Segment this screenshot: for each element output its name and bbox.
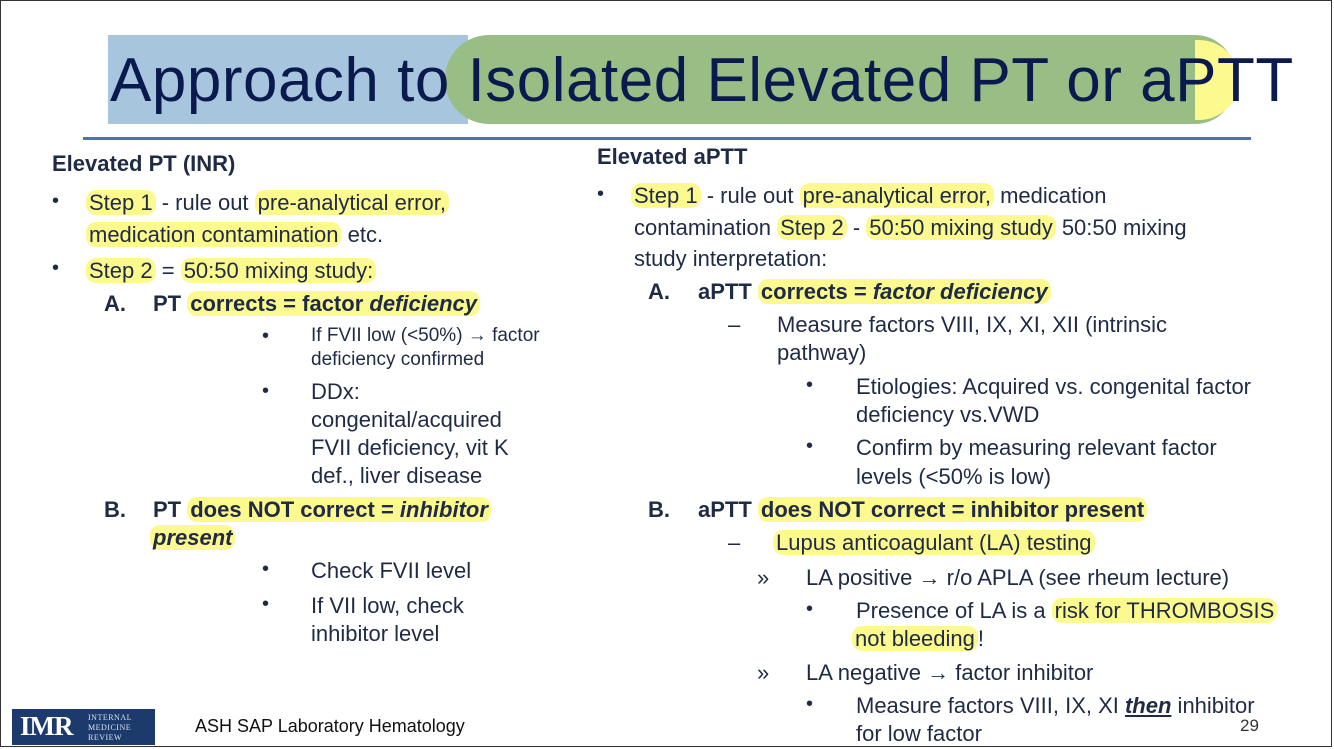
right-la-neg-item-l1 bbox=[856, 692, 1255, 720]
bullet-icon: • bbox=[806, 693, 814, 715]
left-heading: Elevated PT (INR) bbox=[52, 151, 236, 176]
text: corrects = bbox=[760, 279, 873, 304]
dash-marker: – bbox=[728, 530, 741, 555]
left-A-item2-l4: def., liver disease bbox=[311, 463, 483, 488]
highlight-step1: Step 1 bbox=[631, 183, 701, 208]
highlight-thrombosis: risk for THROMBOSIS bbox=[1052, 598, 1278, 623]
right-heading: Elevated aPTT bbox=[597, 144, 748, 169]
right-A-item2-l1: Confirm by measuring relevant factor bbox=[856, 435, 1217, 460]
right-A-item1-l2: deficiency vs.VWD bbox=[856, 402, 1040, 427]
slide-title: Approach to Isolated Elevated PT or aPTT bbox=[110, 46, 1294, 115]
text: then bbox=[1124, 693, 1172, 718]
text: inhibitor bbox=[399, 497, 488, 522]
dash-marker: – bbox=[728, 312, 741, 337]
logo-text bbox=[88, 713, 132, 743]
left-B-text-l2 bbox=[150, 524, 235, 552]
highlight-not-correct bbox=[187, 497, 491, 522]
left-step1-line1 bbox=[86, 189, 449, 217]
left-A-item1-l2: deficiency confirmed bbox=[311, 349, 485, 370]
bullet-icon: • bbox=[806, 598, 814, 620]
text: 50:50 mixing bbox=[1055, 215, 1187, 240]
text: Presence of LA is a bbox=[856, 598, 1052, 623]
chevron-marker: » bbox=[757, 660, 770, 685]
right-step1-line3: study interpretation: bbox=[634, 246, 828, 271]
left-A-text bbox=[153, 290, 480, 318]
bullet-icon: • bbox=[806, 374, 814, 396]
right-step1-line1 bbox=[631, 182, 1106, 210]
footer-text: ASH SAP Laboratory Hematology bbox=[195, 716, 465, 736]
bullet-icon: • bbox=[52, 257, 60, 279]
text: - rule out bbox=[700, 183, 800, 208]
text: = bbox=[155, 258, 181, 283]
right-A-marker: A. bbox=[648, 279, 670, 304]
bullet-icon: • bbox=[262, 593, 270, 615]
right-B-marker: B. bbox=[648, 497, 670, 522]
right-A-item1-l1: Etiologies: Acquired vs. congenital factor bbox=[856, 374, 1252, 399]
title-underline bbox=[83, 137, 1251, 140]
highlight-mixing: 50:50 mixing study: bbox=[181, 258, 377, 283]
right-A-dash-l2: pathway) bbox=[777, 340, 867, 365]
text: ! bbox=[977, 626, 985, 651]
highlight-mixing: 50:50 mixing study bbox=[866, 215, 1055, 240]
highlight-present: present bbox=[150, 525, 235, 550]
page-number: 29 bbox=[1240, 716, 1259, 735]
text: PT bbox=[153, 497, 188, 522]
right-la-positive: LA positive → r/o APLA (see rheum lecture) bbox=[806, 565, 1230, 590]
logo-line: INTERNAL bbox=[88, 713, 132, 722]
text: etc. bbox=[341, 222, 384, 247]
text: medication bbox=[993, 183, 1107, 208]
text: PT bbox=[153, 291, 188, 316]
imr-logo bbox=[12, 709, 155, 745]
right-la-negative: LA negative → factor inhibitor bbox=[806, 660, 1094, 685]
text: inhibitor bbox=[1171, 693, 1255, 718]
text: aPTT bbox=[698, 497, 758, 522]
bullet-icon: • bbox=[52, 190, 60, 212]
text: Measure factors VIII, IX, XI bbox=[856, 693, 1125, 718]
bullet-icon: • bbox=[597, 183, 605, 205]
left-B-text-l1 bbox=[153, 496, 491, 524]
left-A-marker: A. bbox=[104, 291, 126, 316]
highlight-step2: Step 2 bbox=[777, 215, 847, 240]
left-step2 bbox=[86, 257, 376, 285]
right-la-pos-item-l1 bbox=[856, 597, 1277, 625]
text: corrects = factor bbox=[190, 291, 370, 316]
left-B-marker: B. bbox=[104, 497, 126, 522]
text: - bbox=[846, 215, 867, 240]
highlight-not-correct: does NOT correct = inhibitor present bbox=[758, 497, 1147, 522]
left-A-item2-l3: FVII deficiency, vit K bbox=[311, 435, 509, 460]
text: contamination bbox=[634, 215, 778, 240]
right-B-dash bbox=[773, 529, 1095, 557]
logo-line: REVIEW bbox=[88, 733, 123, 742]
text: aPTT bbox=[698, 279, 758, 304]
highlight-step1: Step 1 bbox=[86, 190, 156, 215]
bullet-icon: • bbox=[806, 435, 814, 457]
highlight-not-bleeding: not bleeding bbox=[852, 626, 978, 651]
left-A-item2-l1: DDx: bbox=[311, 379, 360, 404]
left-B-item2-l2: inhibitor level bbox=[311, 621, 440, 646]
right-la-neg-item-l2: for low factor bbox=[856, 721, 982, 746]
left-A-item2-l2: congenital/acquired bbox=[311, 407, 502, 432]
right-A-dash-l1: Measure factors VIII, IX, XI, XII (intrinsic bbox=[777, 312, 1168, 337]
right-A-item2-l2: levels (<50% is low) bbox=[856, 464, 1052, 489]
text: does NOT correct = bbox=[190, 497, 400, 522]
left-step1-line2 bbox=[86, 221, 383, 249]
logo-mark: IMR bbox=[20, 711, 73, 741]
bullet-icon: • bbox=[262, 325, 270, 347]
highlight-lupus: Lupus anticoagulant (LA) testing bbox=[773, 530, 1095, 555]
bullet-icon: • bbox=[262, 380, 270, 402]
text: - rule out bbox=[155, 190, 255, 215]
left-A-item1-l1: If FVII low (<50%) → factor bbox=[311, 325, 540, 346]
highlight-medication: medication contamination bbox=[86, 222, 341, 247]
text: factor deficiency bbox=[872, 279, 1048, 304]
bullet-icon: • bbox=[262, 558, 270, 580]
right-la-pos-item-l2 bbox=[852, 625, 984, 653]
highlight-preanalytical: pre-analytical error, bbox=[800, 183, 994, 208]
right-A-text bbox=[698, 278, 1051, 306]
right-step1-line2 bbox=[634, 214, 1187, 242]
chevron-marker: » bbox=[757, 565, 770, 590]
left-B-item1: Check FVII level bbox=[311, 558, 472, 583]
highlight-preanalytical: pre-analytical error, bbox=[255, 190, 449, 215]
highlight-step2: Step 2 bbox=[86, 258, 156, 283]
logo-line: MEDICINE bbox=[88, 723, 132, 732]
highlight-corrects bbox=[187, 291, 480, 316]
left-B-item2-l1: If VII low, check bbox=[311, 593, 464, 618]
right-B-text bbox=[698, 496, 1147, 524]
text: deficiency bbox=[369, 291, 477, 316]
highlight-corrects bbox=[758, 279, 1051, 304]
